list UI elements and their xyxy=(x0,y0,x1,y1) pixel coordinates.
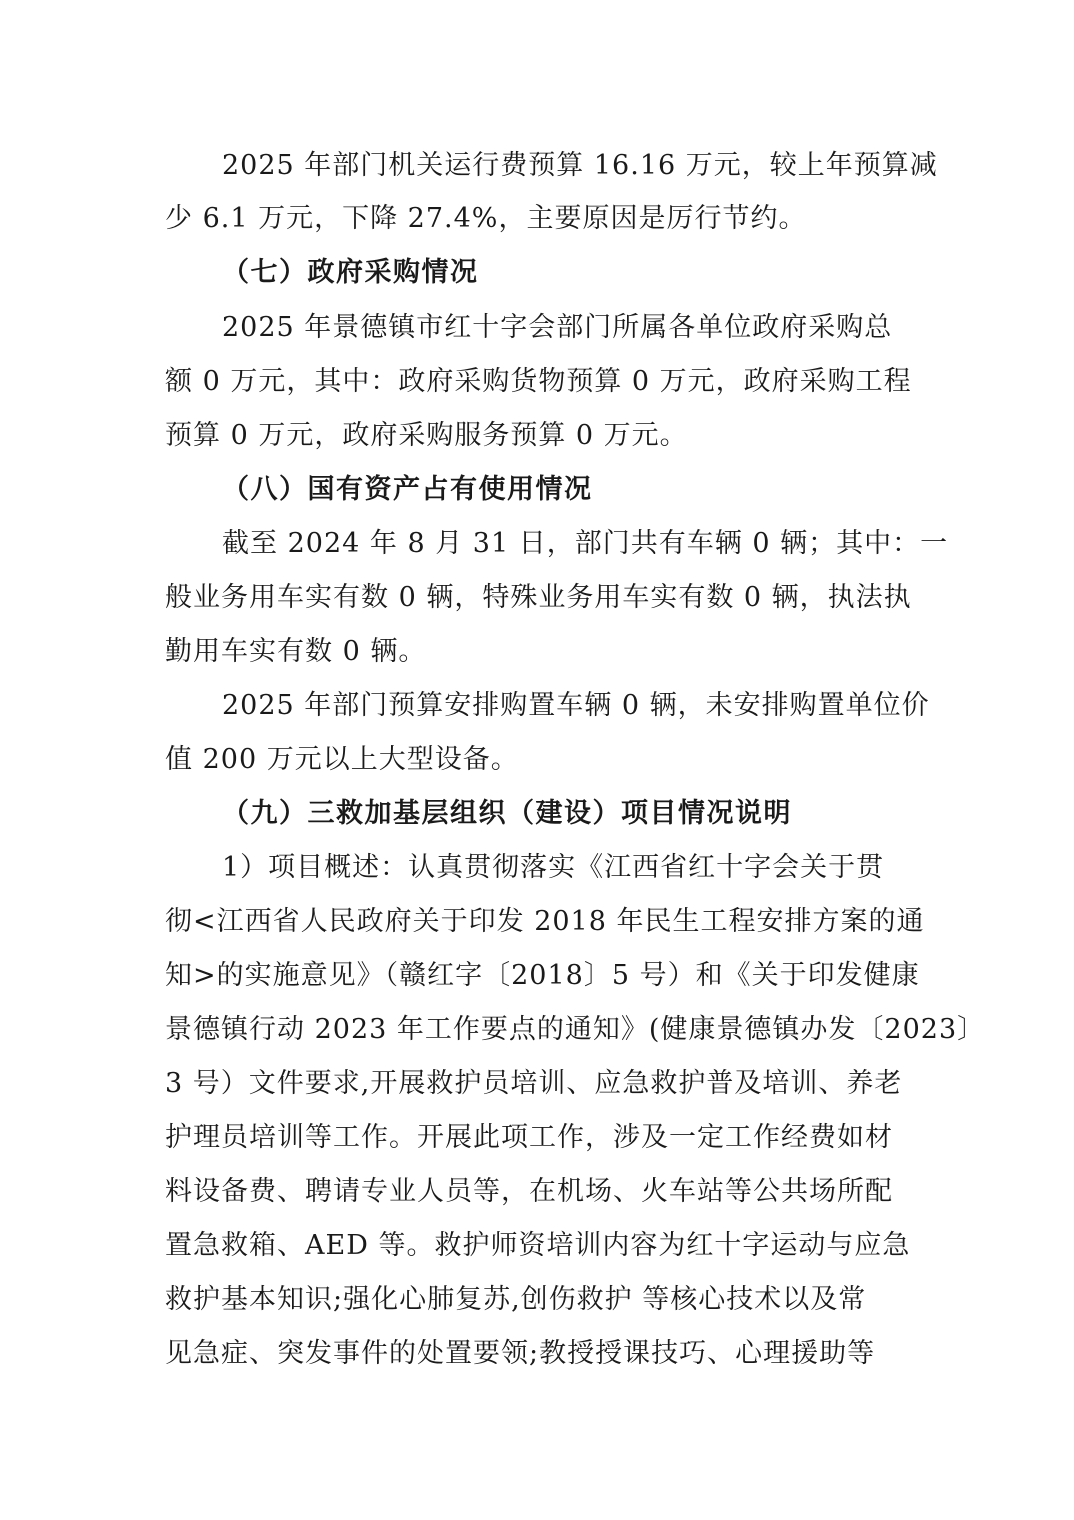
paragraph-line: 知>的实施意见》（赣红字〔2018〕5 号）和《关于印发健康 xyxy=(165,960,920,991)
paragraph-line: 少 6.1 万元，下降 27.4%，主要原因是厉行节约。 xyxy=(165,203,807,234)
paragraph-line: 彻<江西省人民政府关于印发 2018 年民生工程安排方案的通 xyxy=(165,906,925,937)
paragraph-line: 勤用车实有数 0 辆。 xyxy=(165,636,427,667)
paragraph-line: 2025 年部门预算安排购置车辆 0 辆，未安排购置单位价 xyxy=(222,690,930,721)
paragraph-line: 额 0 万元，其中：政府采购货物预算 0 万元，政府采购工程 xyxy=(165,366,912,397)
paragraph-line: 景德镇行动 2023 年工作要点的通知》(健康景德镇办发〔2023〕 xyxy=(165,1014,986,1045)
paragraph-line: 值 200 万元以上大型设备。 xyxy=(165,744,519,775)
paragraph-line: 般业务用车实有数 0 辆，特殊业务用车实有数 0 辆，执法执 xyxy=(165,582,912,613)
paragraph-line: 见急症、突发事件的处置要领;教授授课技巧、心理援助等 xyxy=(165,1338,876,1369)
section-heading: （七）政府采购情况 xyxy=(222,257,479,288)
paragraph-line: 2025 年景德镇市红十字会部门所属各单位政府采购总 xyxy=(222,312,893,343)
paragraph-line: 料设备费、聘请专业人员等，在机场、火车站等公共场所配 xyxy=(165,1176,893,1207)
paragraph-line: 1）项目概述：认真贯彻落实《江西省红十字会关于贯 xyxy=(222,852,885,883)
section-heading: （九）三救加基层组织（建设）项目情况说明 xyxy=(222,798,792,829)
section-heading: （八）国有资产占有使用情况 xyxy=(222,474,593,505)
paragraph-line: 预算 0 万元，政府采购服务预算 0 万元。 xyxy=(165,420,688,451)
paragraph-line: 救护基本知识;强化心肺复苏,创伤救护 等核心技术以及常 xyxy=(165,1284,867,1315)
paragraph-line: 护理员培训等工作。开展此项工作，涉及一定工作经费如材 xyxy=(165,1122,893,1153)
paragraph-line: 截至 2024 年 8 月 31 日，部门共有车辆 0 辆；其中：一 xyxy=(222,528,949,559)
paragraph-line: 置急救箱、AED 等。救护师资培训内容为红十字运动与应急 xyxy=(165,1230,911,1261)
paragraph-line: 2025 年部门机关运行费预算 16.16 万元，较上年预算减 xyxy=(222,150,938,181)
paragraph-line: 3 号）文件要求,开展救护员培训、应急救护普及培训、养老 xyxy=(165,1068,903,1099)
